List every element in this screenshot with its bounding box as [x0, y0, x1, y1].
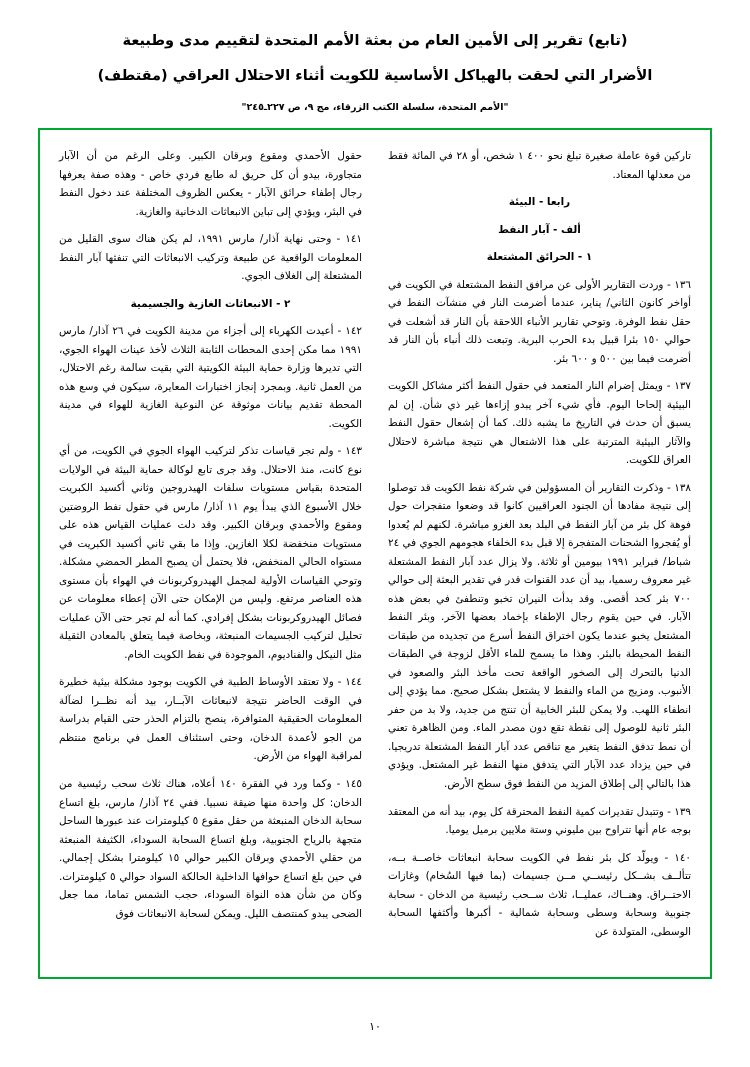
paragraph: حقول الأحمدي ومقوع وبرقان الكبير. وعلى الرغم من أن الآبار متجاورة، بيدو أن كل حريق له طابع فردي خاص - وهذه صفة يعرفها رجال إطفاء حرائق الآبار - يعكس الظروف المختلفة عند دخول النفط في البئر، ويؤدي إلى تباين الانبعاثات الدخانية والغازية.	[59, 150, 362, 218]
paragraph: ١٣٨ - وذكرت التقارير أن المسؤولين في شركة نفط الكويت قد توصلوا إلى نتيجة مفادها أن الجنود العراقيين كانوا قد وضعوا متفجرات حول فوهة كل بئر من آبار النفط في البلد بعد الغزو مباشرة. لكنهم لم يُعدوا أو يُفجروا الشحنات المتفجرة إلا قبل بدء الخلفاء هجومهم الجوي في ٢٤ شباط/ فبراير ١٩٩١ بيومين أو ثلاثة. ولا يزال عدد آبار النفط المشتعلة غير معروف رسميا، بيد أن عدد القنوات قدر في تقدير البعثة إلى حوالي ٧٠٠ بئر كحد أقصى. وقد بدأت النيران تخبو وتنطفئ في بعض هذه الآبار. في حين يقوم رجال الإطفاء بإخماد بعضها الآخر. وبئر النفط المشتعل يخبو عندما يكون اختراق النفط أسرع من تجديده من طبقات النفط المحيطة بالبئر. وهذا ما يسمح للماء الأقل لزوجة في الطبقات الدنيا بالتحرك إلى الصخور الواقعة تحت مأخذ البئر والصعود في الأنبوب. ومزيج من الماء والنفط لا يشتعل بشكل صحيح. مما يؤدي إلى انطفاء اللهب. ولا يمكن للبئر الخابية أن تنتج من جديد، ولا بد من حفر البئر ثانية للوصول إلى نقطة تقع دون مصدر الماء. ومن الظاهرة تعني أن نمط تدفق النفط يتغير مع تناقص عدد آبار النفط المشتعلة تدريجيا. في حين يزداد عدد الآبار التي يتدفق منها النفط غير المشتعل. ويؤدي هذا بالتالي إلى إطلاق المزيد من النفط فوق سطح الأرض.	[388, 481, 691, 790]
section-heading: ٢ - الانبعاثات الغازية والجسيمية	[130, 297, 291, 310]
paragraph: ١٤٥ - وكما ورد في الفقرة ١٤٠ أعلاه، هناك ثلاث سحب رئيسية من الدخان: كل واحدة منها ضيقة نسبيا. ففي ٢٤ آذار/ مارس، بلغ اتساع سحابة الدخان المنبعثة من حقل مقوع ٥ كيلومترات عند عبورها الساحل متجهة بالرياح الجنوبية، وبلغ اتساع السحابة السوداء، الكثيفة المنبعثة من حقلي الأحمدي وبرقان الكبير حوالي ١٥ كيلومترا بشكل إجمالي. في حين بلغ اتساع حوافها الداخلية الحالكة السواد حوالي ٥ كيلومترات. وكان من شأن هذه النواة السوداء، حجب الشمس تماما، مما جعل الضحى يبدو كمنتصف الليل. ويمكن لسحابة الانبعاثات فوق	[59, 777, 362, 920]
paragraph: ١٣٧ - ويمثل إضرام النار المتعمد في حقول النفط أكثر مشاكل الكويت البيئية إلحاحا اليوم. فأي شيء آخر يبدو إزاءها غير ذي شأن. إن لم يسبق أن حدث في التاريخ ما يشبه ذلك. كما أن إشعال حقول النفط والآثار البيئية المترتبة على هذا الاشتعال هي نتيجة مباشرة لاحتلال العراق للكويت.	[388, 380, 691, 467]
column-right	[375, 147, 691, 962]
paragraph: تاركين قوة عاملة صغيرة تبلغ نحو ٤٠٠ ١ شخص، أو ٢٨ في المائة فقط من معدلها المعتاد.	[388, 150, 692, 181]
content-frame	[38, 128, 712, 979]
paragraph: ١٣٦ - وردت التقارير الأولى عن مرافق النفط المشتعلة في الكويت في أواخر كانون الثاني/ يناير، عندما أضرمت النار في منشآت النفط في حقل نفط الوفرة. وتوحي تقارير الأنباء اللاحقة بأن النار قد أشعلت في حوالي ١٥٠ بئرا قبيل بدء الحرب البرية. وتبعت ذلك أنباء بأن النار قد أضرمت فيما بين ٥٠٠ و ٦٠٠ بئر.	[388, 278, 691, 365]
source-citation: "الأمم المتحدة، سلسلة الكتب الزرقاء، مج ٩، ص ٢٢٧ـ٢٤٥"	[241, 102, 509, 114]
page-title	[48, 30, 702, 88]
paragraph: ١٤٠ - ويولّد كل بئر نفط في الكويت سحابة انبعاثات خاصــة بــه، تتألــف بشــكل رئيســي مــن جسيمات (بما فيها السُخام) وغازات الاحتــراق. وهنــاك، عمليــا، ثلاث ســحب رئيسية من الدخان - سحابة جنوبية وسحابة وسطى وسحابة شمالية - أكبرها وأكثفها السحابة الوسطى، المتولدة عن	[388, 851, 691, 938]
paragraph: ١٤٣ - ولم تجر قياسات تذكر لتركيب الهواء الجوي في الكويت، من أي نوع كانت، منذ الاحتلال. وقد جرى تابع لوكالة حماية البيئة في الولايات المتحدة بقياس مستويات سلفات الهيدروجين وثاني أكسيد الكبريت خلال الأسبوع الذي يبدأ يوم ١١ آذار/ مارس في حقول نفط الروضتين ومقوع والأحمدي وبرقان الكبير. وقد دلت عمليات القياس هذه على مستويات منخفضة لكلا الغازين. وإذا ما بقي ثاني أكسيد الكبريت في مستواه الحالي المنخفض، فلا يحتمل أن يصبح المطر الحمضي مشكلة. وتوحي القياسات الأولية لمجمل الهيدروكربونات في الهواء بأن مستوى هذه العناصر مرتفع. وليس من الإمكان حتى الآن إعطاء معلومات عن فصائل الهيدروكربونات بشكل إفرادي. كما أنه لم تجر حتى الآن عمليات تحليل لتركيب الجسيمات المنبعثة، وبخاصة فيما يتعلق بالمعادن الثقيلة مثل النيكل والفناديوم، الموجودة في نفط الكويت الخام.	[59, 445, 362, 661]
subsection-heading: ألف - آبار النفط	[498, 223, 581, 236]
paragraph: ١٤٢ - أعيدت الكهرباء إلى أجزاء من مدينة الكويت في ٢٦ آذار/ مارس ١٩٩١ مما مكن إحدى المحطات الثابتة الثلاث لأخذ عينات الهواء الجوي، التي تديرها وزارة حماية البيئة الكويتية التي بقيت سالمة رغم الاحتلال، من العمل ثانية. وبمجرد إنجاز اختبارات المعايرة، سيكون في وسع هذه المحطة تقديم بيانات موثوقة عن النوعية الغازية للهواء في مدينة الكويت.	[59, 325, 362, 430]
paragraph: ١٣٩ - وتتبدل تقديرات كمية النفط المحترقة كل يوم، بيد أنه من المعتقد بوجه عام أنها تتراوح بين مليوني وستة ملايين برميل يوميا.	[388, 805, 691, 837]
column-left	[59, 147, 375, 962]
page-title-line-2: الأضرار التي لحقت بالهياكل الأساسية للكويت أثناء الاحتلال العراقي (مقتطف)	[97, 68, 653, 85]
paragraph: ١٤٤ - ولا تعتقد الأوساط الطبية في الكويت بوجود مشكلة بيئية خطيرة في الوقت الحاضر نتيجة لانبعاثات الآبــار، بيد أنه نظــرا لضآلة المعلومات الحقيقية المتوافرة، ينصح بالتزام الحذر حتى القيام بدراسة من الجو لأعمدة الدخان، وحتى استئناف العمل في برنامج منتظم لمراقبة الهواء من الأرض.	[59, 676, 362, 763]
subsection-heading: ١ - الحرائق المشتعلة	[486, 251, 593, 264]
section-heading: رابعا - البيئة	[508, 196, 571, 209]
page-title-line-1: (تابع) تقرير إلى الأمين العام من بعثة الأمم المتحدة لتقييم مدى وطبيعة	[122, 33, 628, 49]
content-columns	[45, 135, 705, 972]
page-header	[0, 0, 750, 113]
paragraph: ١٤١ - وحتى نهاية آذار/ مارس ١٩٩١، لم يكن هناك سوى القليل من المعلومات الواقعية عن طبيعة وتركيب الانبعاثات التي تنفثها آبار النفط المشتعلة إلى الغلاف الجوي.	[59, 233, 362, 283]
page-number: ١٠	[369, 1020, 381, 1033]
